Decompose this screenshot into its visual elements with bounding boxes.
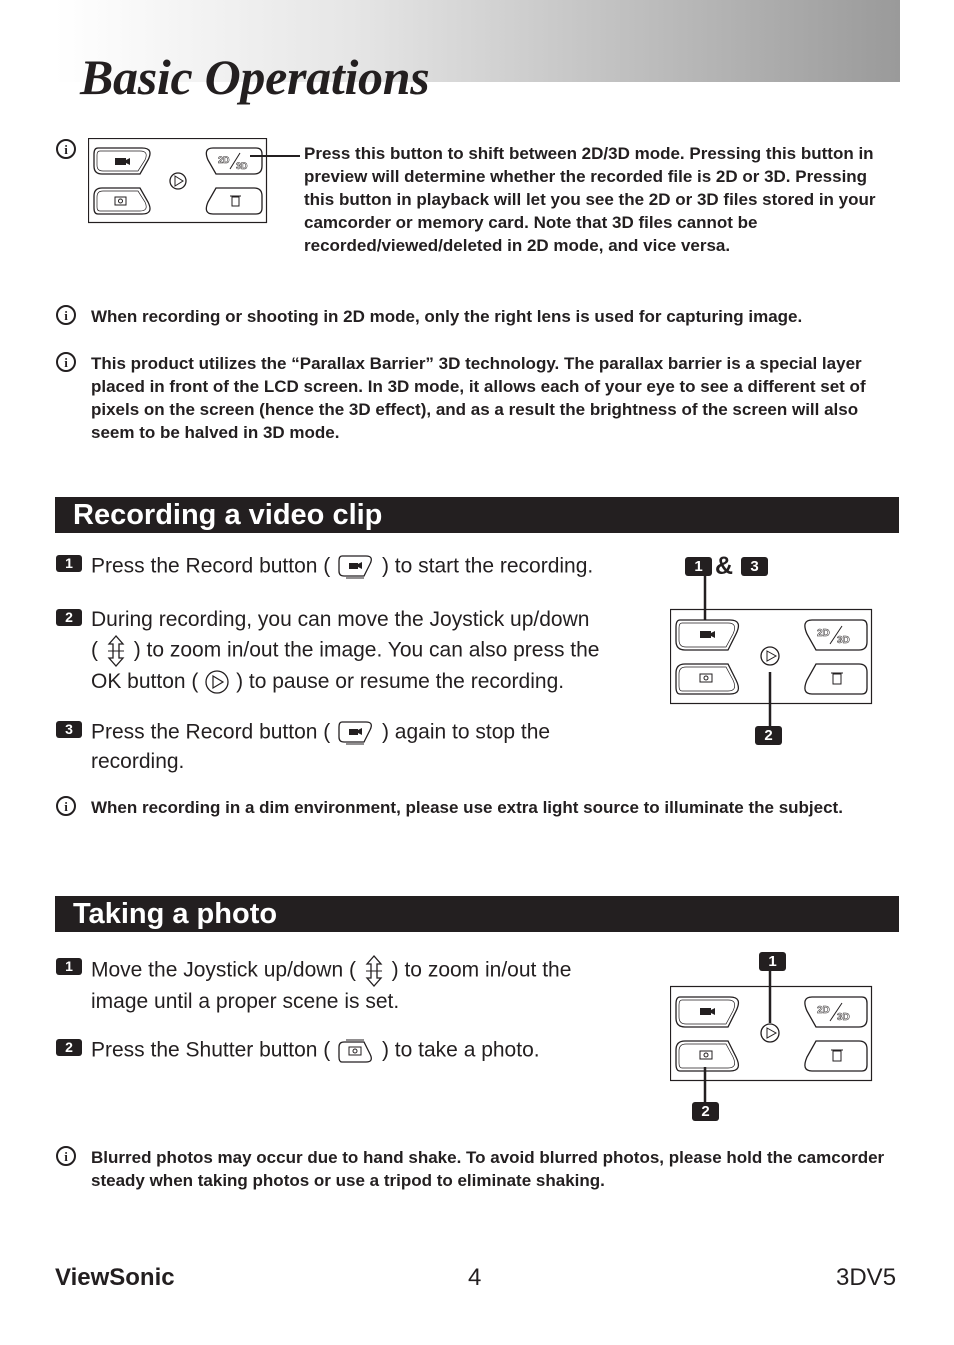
mode-2d3d-button-shape (206, 148, 262, 174)
step-text: ) again to stop the (381, 720, 551, 744)
mode-3d-label: 3D (837, 635, 850, 646)
photo-step-2 (91, 1036, 540, 1066)
step-text: image until a proper scene is set. (91, 990, 400, 1013)
step-text: ) to zoom in/out the image. You can also press the (133, 638, 600, 662)
note-right-lens: When recording or shooting in 2D mode, only the right lens is used for capturing image. (91, 307, 803, 326)
recording-step-2 (91, 606, 651, 696)
info-mark: i (64, 141, 68, 157)
section-heading-photo: Taking a photo (55, 896, 899, 932)
note-parallax-barrier: This product utilizes the “Parallax Barrier” 3D technology. The parallax barrier is a special layer placed in front of the LCD screen. In 3D mode, it allows each of your eye to see a different set of pixels on the screen (hence the 3D effect), and as a result the brightness of the screen will also seem to be halved in 3D mode. (91, 354, 866, 442)
ok-button-icon (204, 669, 230, 695)
step-text: recording. (91, 750, 185, 773)
ok-button-shape (170, 173, 186, 189)
step-text: ) to pause or resume the recording. (236, 670, 565, 693)
photo-button-diagram (670, 971, 874, 1102)
step-number-badge: 2 (56, 1039, 82, 1056)
shutter-button-icon (336, 1036, 376, 1066)
callout-badge: 3 (741, 557, 768, 576)
callout-badge: 1 (759, 952, 786, 971)
step-number-badge: 1 (56, 555, 82, 572)
delete-button-shape (206, 188, 262, 214)
record-button-icon (336, 718, 376, 748)
info-mark: i (64, 354, 68, 370)
info-mark: i (64, 798, 68, 814)
recording-button-diagram (670, 576, 874, 746)
info-icon (56, 305, 76, 325)
step-text: ( (91, 638, 98, 662)
step-text: Press the Shutter button ( (91, 1038, 331, 1062)
step-text: During recording, you can move the Joystick up/down (91, 608, 590, 631)
page-title: Basic Operations (80, 49, 430, 105)
info-icon (56, 796, 76, 816)
recording-step-1 (91, 552, 593, 582)
callout-badge: 1 (685, 557, 712, 576)
mode-2d-label: 2D (218, 155, 230, 165)
step-number-badge: 3 (56, 721, 82, 738)
step-text: ) to zoom in/out the (391, 958, 572, 982)
info-icon (56, 139, 76, 159)
step-text: OK button ( (91, 670, 199, 693)
mode-2d-label: 2D (817, 628, 830, 639)
step-text: ) to take a photo. (381, 1038, 540, 1062)
joystick-updown-icon (104, 634, 128, 668)
footer-page-number: 4 (468, 1264, 482, 1291)
step-text: ) to start the recording. (381, 554, 594, 578)
note-dim-environment: When recording in a dim environment, please use extra light source to illuminate the subject. (91, 798, 843, 817)
info-mark: i (64, 1148, 68, 1164)
step-number-badge: 1 (56, 958, 82, 975)
footer-brand: ViewSonic (55, 1264, 175, 1291)
shutter-button-shape (94, 188, 150, 214)
step-text: Press the Record button ( (91, 554, 331, 578)
recording-step-3 (91, 718, 651, 776)
info-icon (56, 352, 76, 372)
callout-ampersand: & (715, 552, 734, 580)
record-button-icon (336, 552, 376, 582)
mode-3d-label: 3D (236, 161, 248, 171)
info-mark: i (64, 307, 68, 323)
mode-2d-label: 2D (817, 1005, 830, 1016)
button-panel-diagram (88, 138, 300, 224)
record-button-shape (94, 148, 150, 174)
info-icon (56, 1146, 76, 1166)
note-blurred-photos: Blurred photos may occur due to hand shake. To avoid blurred photos, please hold the camcorder steady when taking photos or use a tripod to eliminate shaking. (91, 1148, 885, 1190)
step-text: Press the Record button ( (91, 720, 331, 744)
footer-model: 3DV5 (836, 1264, 897, 1291)
step-number-badge: 2 (56, 609, 82, 626)
mode-button-description: Press this button to shift between 2D/3D mode. Pressing this button in preview will determine whether the recorded file is 2D or 3D. Pressing this button in playback will let you see the 2D or 3D files stored in your camcorder or memory card. Note that 3D files cannot be recorded/viewed/deleted in 2D mode, and vice versa. (304, 144, 876, 255)
step-text: Move the Joystick up/down ( (91, 958, 356, 982)
callout-badge: 2 (692, 1102, 719, 1121)
section-heading-recording: Recording a video clip (55, 497, 899, 533)
callout-badge: 2 (755, 726, 782, 745)
joystick-updown-icon (362, 954, 386, 988)
photo-step-1 (91, 954, 651, 1016)
mode-3d-label: 3D (837, 1012, 850, 1023)
